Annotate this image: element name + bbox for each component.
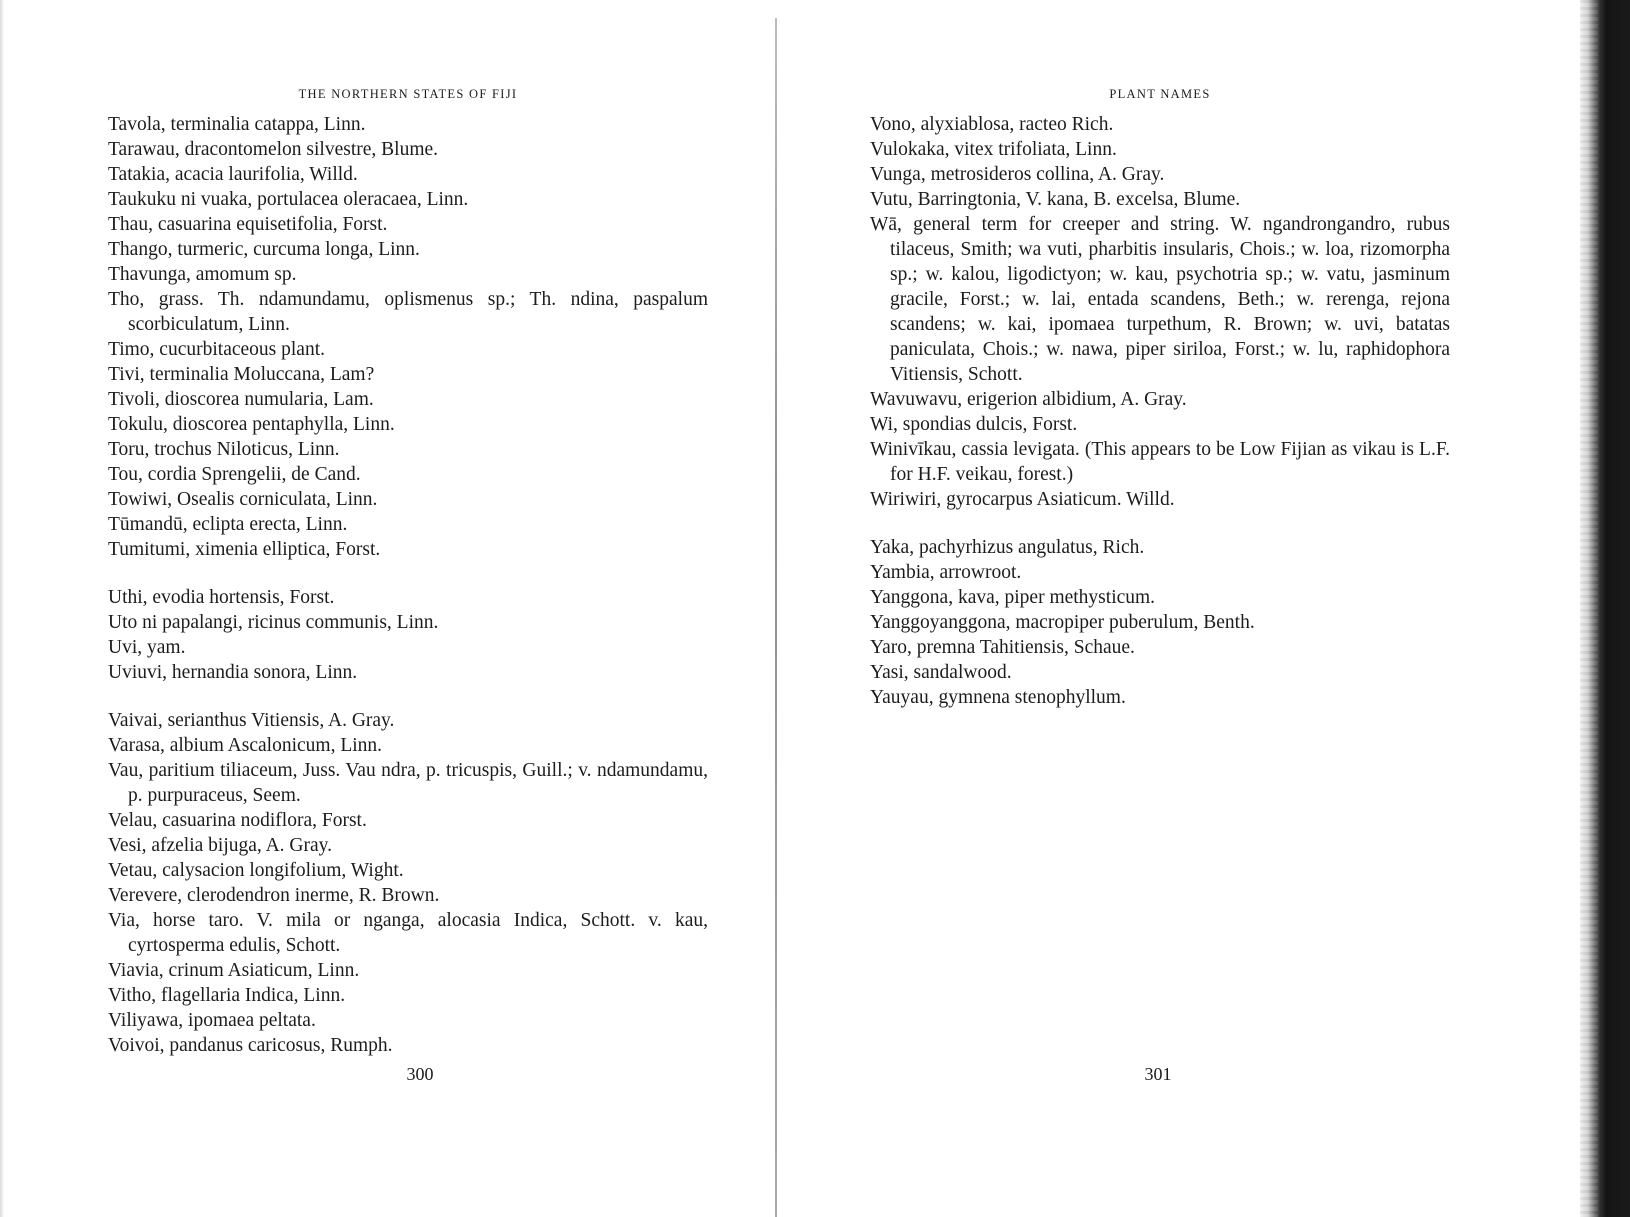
glossary-entry: Towiwi, Osealis corniculata, Linn.: [108, 489, 378, 510]
glossary-entry: Tavola, terminalia catappa, Linn.: [108, 114, 366, 135]
book-gutter: [775, 18, 777, 1217]
running-head: THE NORTHERN STATES OF FIJI: [298, 87, 518, 101]
glossary-entry: Yasi, sandalwood.: [870, 662, 1012, 683]
page-number: 300: [406, 1064, 434, 1084]
glossary-entry: Uthi, evodia hortensis, Forst.: [108, 587, 335, 608]
glossary-entry: Winivīkau, cassia levigata. (This appears to be Low Fijian as vikau is L.F. for H.F. veikau, forest.): [870, 439, 1450, 485]
glossary-entry: Tivi, terminalia Moluccana, Lam?: [108, 364, 375, 385]
glossary-entry: Timo, cucurbitaceous plant.: [108, 339, 325, 360]
glossary-entry: Taukuku ni vuaka, portulacea oleracaea, Linn.: [108, 189, 469, 210]
glossary-entry: Toru, trochus Niloticus, Linn.: [108, 439, 340, 460]
scan-right-edge: [1580, 0, 1630, 1217]
entry-list: [108, 112, 708, 1058]
scan-left-edge: [0, 0, 4, 1217]
glossary-entry: Yambia, arrowroot.: [870, 562, 1022, 583]
glossary-entry: Wā, general term for creeper and string. W. ngandrongandro, rubus tilaceus, Smith; wa vuti, pharbitis insularis, Chois.; w. loa, rizomorpha sp.; w. kalou, ligodictyon; w. kau, psychotria sp.; w. vatu, jasminum gracile, Forst.; w. lai, entada scandens, Beth.; w. rerenga, rejona scandens; w. kai, ipomaea turpethum, R. Brown; w. uvi, batatas paniculata, Chois.; w. nawa, piper siriloa, Forst.; w. lu, raphidophora Vitiensis, Schott.: [870, 214, 1450, 385]
glossary-entry: Vau, paritium tiliaceum, Juss. Vau ndra, p. tricuspis, Guill.; v. ndamundamu, p. purpuraceus, Seem.: [108, 760, 708, 806]
glossary-entry: Uto ni papalangi, ricinus communis, Linn.: [108, 612, 439, 633]
glossary-entry: Vulokaka, vitex trifoliata, Linn.: [870, 139, 1117, 160]
right-page: [870, 0, 1450, 1217]
glossary-entry: Yanggona, kava, piper methysticum.: [870, 587, 1156, 608]
glossary-entry: Varasa, albium Ascalonicum, Linn.: [108, 735, 383, 756]
glossary-entry: Via, horse taro. V. mila or nganga, alocasia Indica, Schott. v. kau, cyrtosperma edulis, Schott.: [108, 910, 708, 956]
glossary-entry: Tūmandū, eclipta erecta, Linn.: [108, 514, 348, 535]
page-number: 301: [1144, 1064, 1172, 1084]
glossary-entry: Tho, grass. Th. ndamundamu, oplismenus sp.; Th. ndina, paspalum scorbiculatum, Linn.: [108, 289, 708, 335]
glossary-entry: Thau, casuarina equisetifolia, Forst.: [108, 214, 388, 235]
glossary-entry: Viavia, crinum Asiaticum, Linn.: [108, 960, 360, 981]
glossary-entry: Uvi, yam.: [108, 637, 186, 658]
glossary-entry: Vetau, calysacion longifolium, Wight.: [108, 860, 404, 881]
glossary-entry: Tokulu, dioscorea pentaphylla, Linn.: [108, 414, 395, 435]
glossary-entry: Thavunga, amomum sp.: [108, 264, 297, 285]
glossary-entry: Vaivai, serianthus Vitiensis, A. Gray.: [108, 710, 395, 731]
glossary-entry: Velau, casuarina nodiflora, Forst.: [108, 810, 367, 831]
glossary-entry: Vunga, metrosideros collina, A. Gray.: [870, 164, 1165, 185]
glossary-entry: Uviuvi, hernandia sonora, Linn.: [108, 662, 358, 683]
glossary-entry: Voivoi, pandanus caricosus, Rumph.: [108, 1035, 393, 1056]
glossary-entry: Tou, cordia Sprengelii, de Cand.: [108, 464, 361, 485]
glossary-entry: Wavuwavu, erigerion albidium, A. Gray.: [870, 389, 1187, 410]
glossary-entry: Yauyau, gymnena stenophyllum.: [870, 687, 1126, 708]
glossary-entry: Wiriwiri, gyrocarpus Asiaticum. Willd.: [870, 489, 1175, 510]
glossary-entry: Vutu, Barringtonia, V. kana, B. excelsa, Blume.: [870, 189, 1241, 210]
glossary-entry: Thango, turmeric, curcuma longa, Linn.: [108, 239, 420, 260]
glossary-entry: Viliyawa, ipomaea peltata.: [108, 1010, 316, 1031]
glossary-entry: Tarawau, dracontomelon silvestre, Blume.: [108, 139, 439, 160]
glossary-entry: Wi, spondias dulcis, Forst.: [870, 414, 1078, 435]
glossary-entry: Tatakia, acacia laurifolia, Willd.: [108, 164, 358, 185]
running-head: PLANT NAMES: [1109, 87, 1211, 101]
glossary-entry: Vono, alyxiablosa, racteo Rich.: [870, 114, 1114, 135]
entry-list: [870, 112, 1450, 710]
glossary-entry: Vitho, flagellaria Indica, Linn.: [108, 985, 346, 1006]
left-page: [108, 0, 708, 1217]
glossary-entry: Tivoli, dioscorea numularia, Lam.: [108, 389, 374, 410]
glossary-entry: Yaro, premna Tahitiensis, Schaue.: [870, 637, 1135, 658]
glossary-entry: Yanggoyanggona, macropiper puberulum, Benth.: [870, 612, 1255, 633]
glossary-entry: Verevere, clerodendron inerme, R. Brown.: [108, 885, 440, 906]
glossary-entry: Tumitumi, ximenia elliptica, Forst.: [108, 539, 381, 560]
glossary-entry: Yaka, pachyrhizus angulatus, Rich.: [870, 537, 1145, 558]
glossary-entry: Vesi, afzelia bijuga, A. Gray.: [108, 835, 332, 856]
